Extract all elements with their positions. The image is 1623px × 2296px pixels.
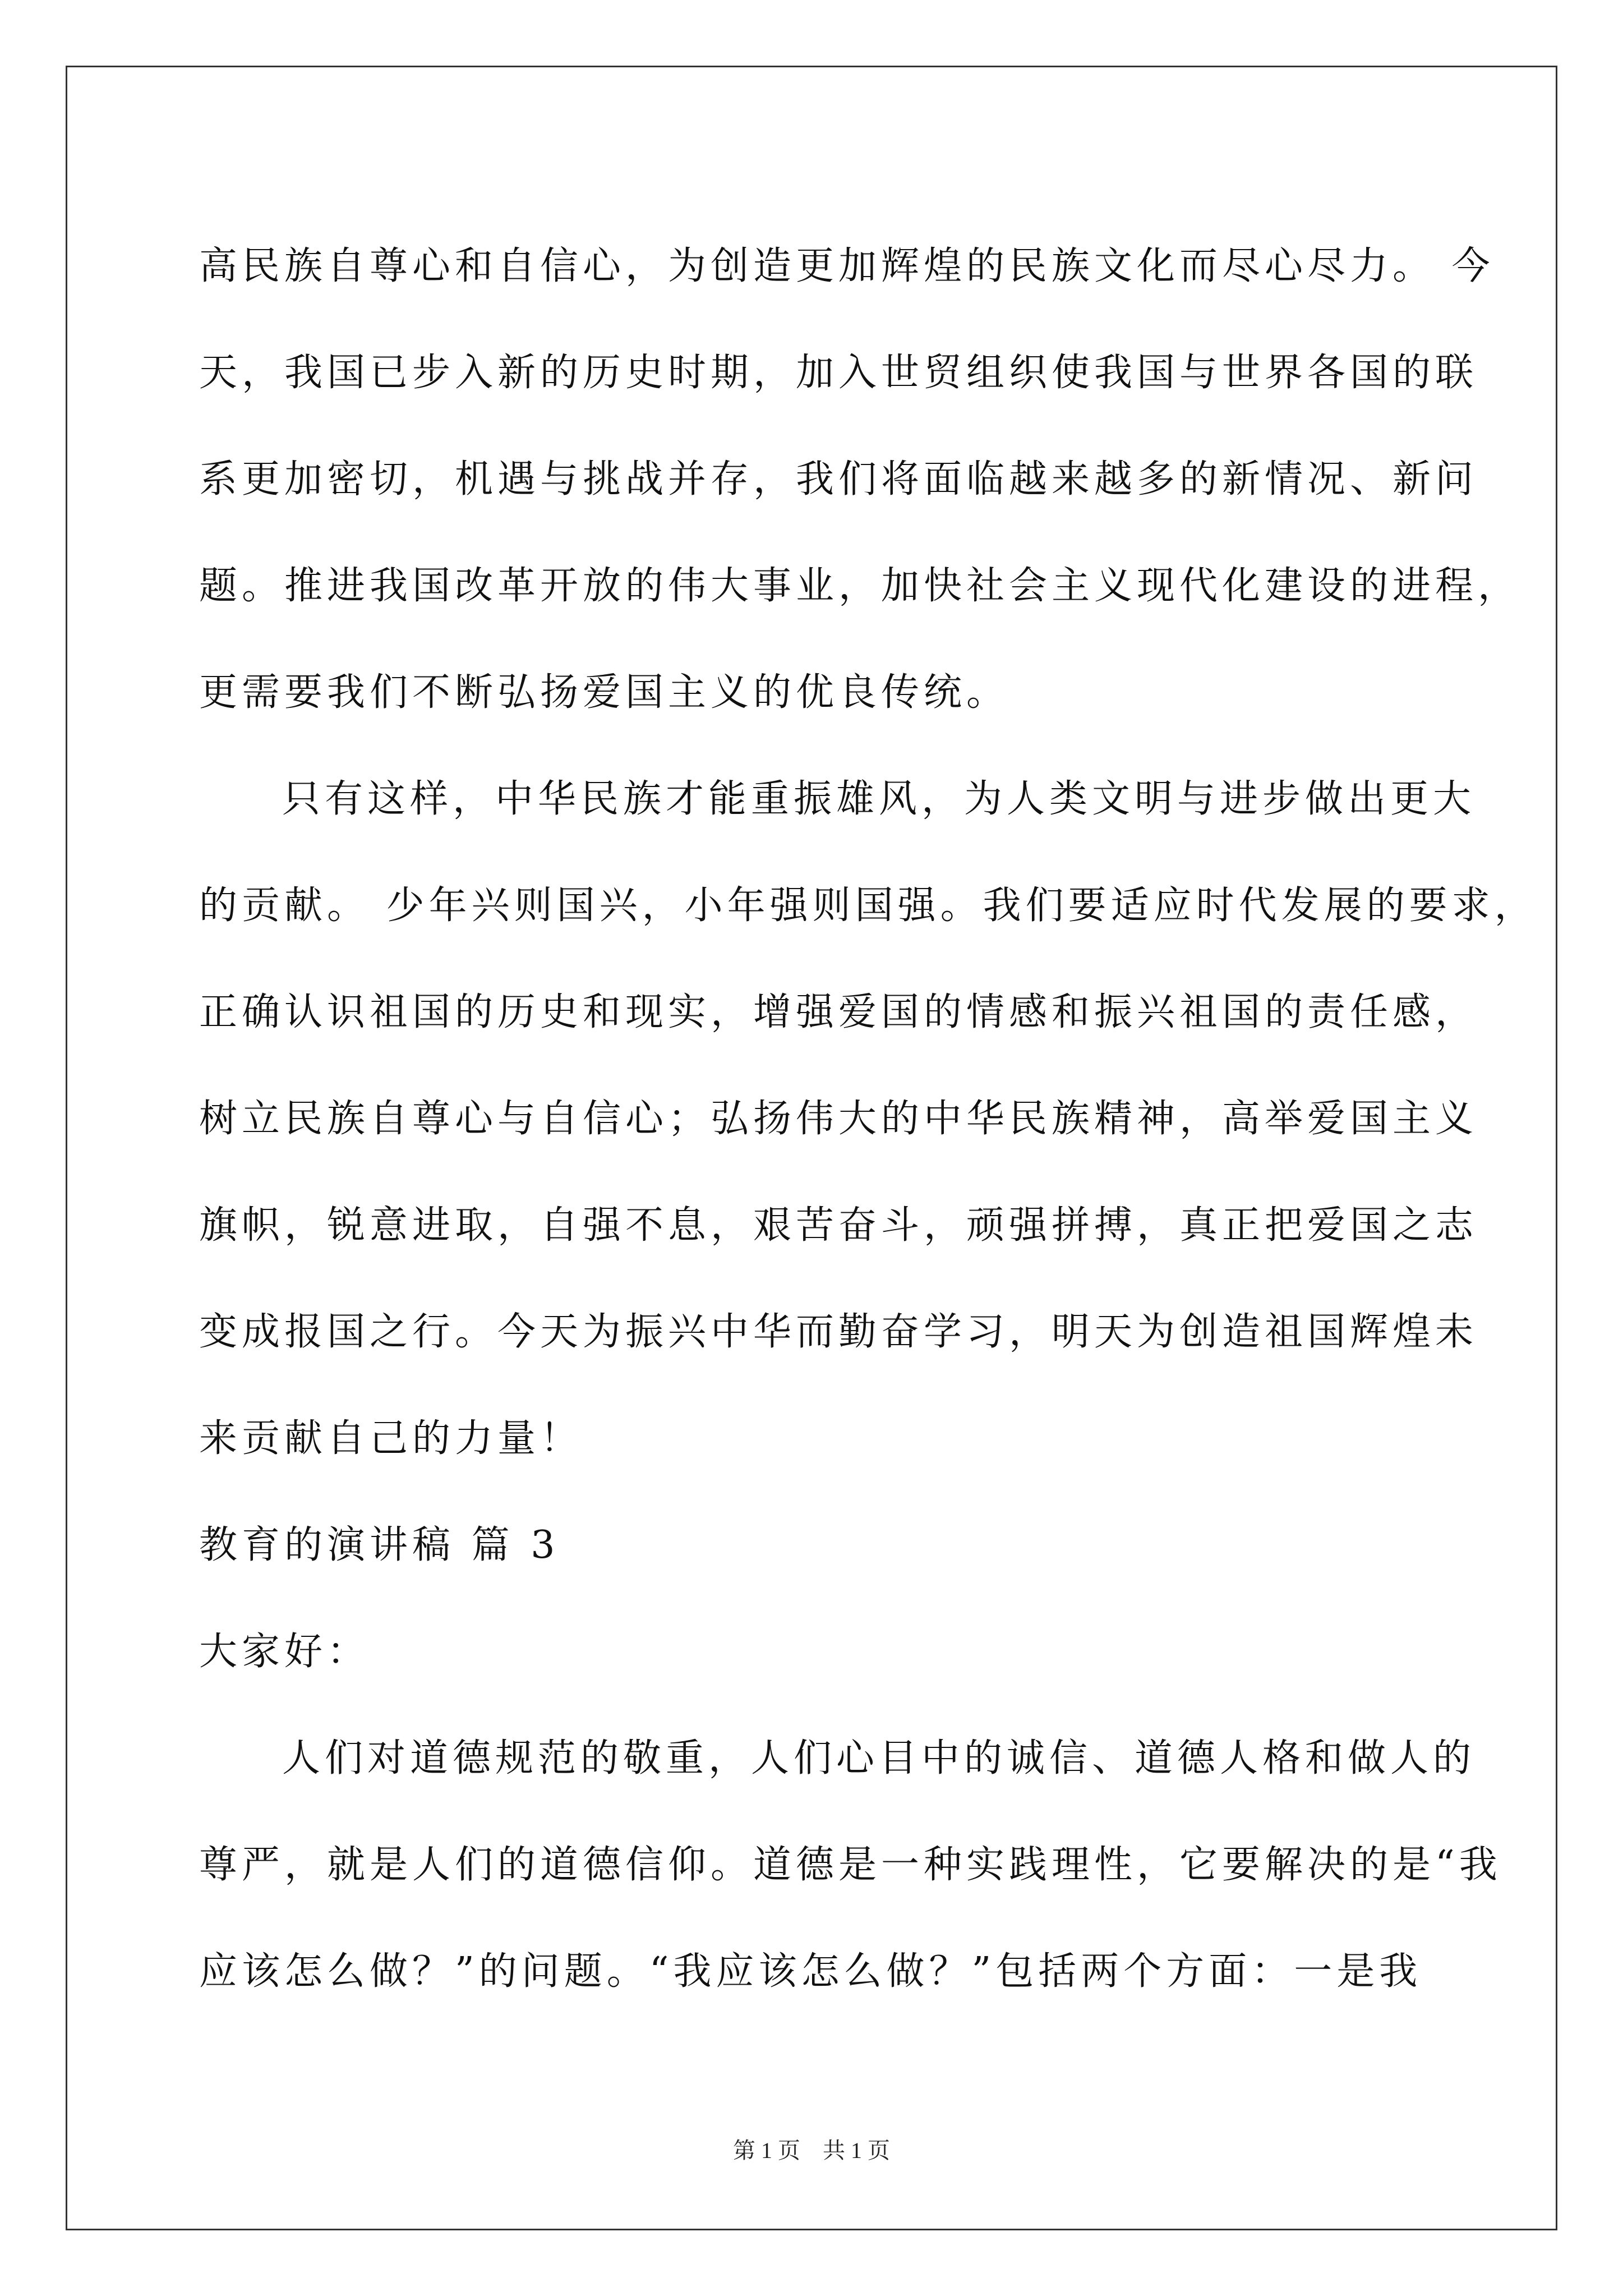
text-line: 的贡献。 少年兴则国兴，小年强则国强。我们要适应时代发展的要求，: [199, 884, 1537, 928]
text-line: 题。推进我国改革开放的伟大事业，加快社会主义现代化建设的进程，: [199, 564, 1521, 608]
text-line: 高民族自尊心和自信心，为创造更加辉煌的民族文化而尽心尽力。 今: [199, 244, 1495, 288]
salutation: 大家好：: [199, 1630, 370, 1674]
text-line: 树立民族自尊心与自信心；弘扬伟大的中华民族精神，高举爱国主义: [199, 1097, 1478, 1141]
text-line: 天，我国已步入新的历史时期，加入世贸组织使我国与世界各国的联: [199, 351, 1478, 395]
document-body: [199, 213, 1537, 2025]
text-line: 更需要我们不断弘扬爱国主义的优良传统。: [199, 670, 1009, 715]
page-footer: 第 1 页 共 1 页: [733, 2138, 890, 2163]
text-line: 应该怎么做？”的问题。“我应该怎么做？”包括两个方面：一是我: [199, 1949, 1422, 1994]
section-heading: 教育的演讲稿 篇 3: [199, 1523, 560, 1567]
text-line: 变成报国之行。今天为振兴中华而勤奋学习，明天为创造祖国辉煌未: [199, 1310, 1478, 1354]
text-line: 来贡献自己的力量！: [199, 1416, 583, 1461]
text-line: 系更加密切，机遇与挑战并存，我们将面临越来越多的新情况、新问: [199, 457, 1478, 501]
text-line: 正确认识祖国的历史和现实，增强爱国的情感和振兴祖国的责任感，: [199, 990, 1478, 1034]
text-line: 旗帜，锐意进取，自强不息，艰苦奋斗，顽强拼搏，真正把爱国之志: [199, 1203, 1478, 1248]
text-line: 人们对道德规范的敬重，人们心目中的诚信、道德人格和做人的: [282, 1736, 1476, 1780]
text-line: 只有这样，中华民族才能重振雄风，为人类文明与进步做出更大: [282, 777, 1476, 821]
text-line: 尊严，就是人们的道德信仰。道德是一种实践理性，它要解决的是“我: [199, 1843, 1502, 1887]
